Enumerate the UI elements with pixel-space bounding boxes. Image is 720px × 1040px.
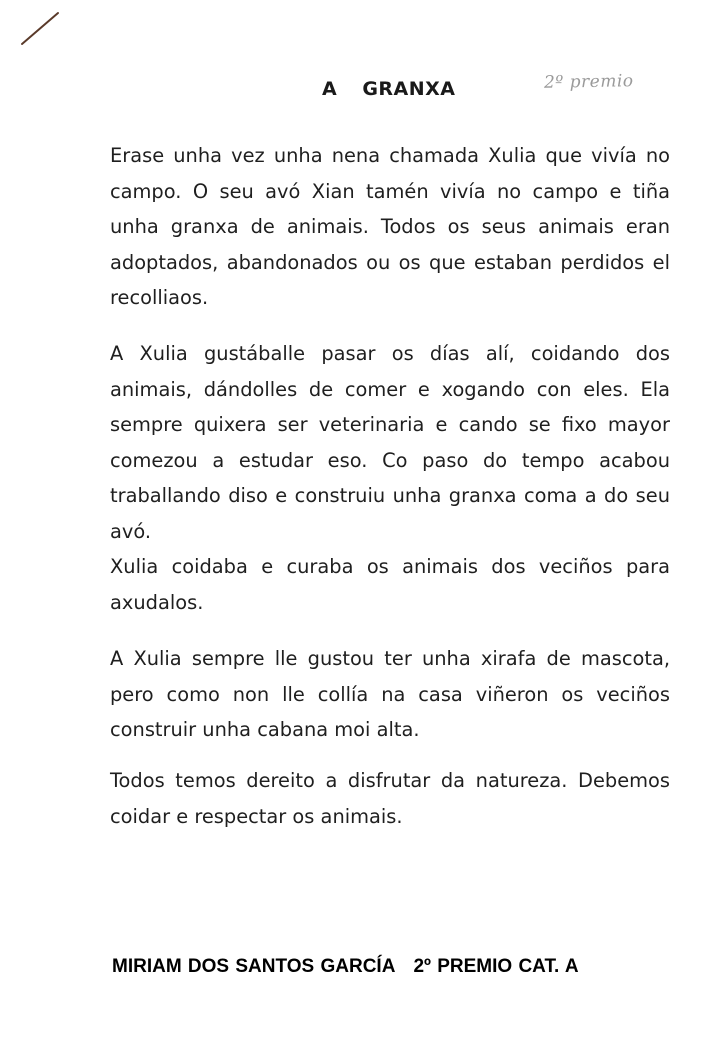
author-name: MIRIAM DOS SANTOS GARCÍA xyxy=(112,956,396,977)
pen-stroke-mark xyxy=(18,10,62,50)
paragraph-1: Erase unha vez unha nena chamada Xulia que vivía no campo. O seu avó Xian tamén vivía no campo e tiña unha granxa de animais. Todos os seus animais eran adoptados, abandonados ou os que estaban perdidos el recolliaos. xyxy=(110,144,670,310)
paragraph-3: Xulia coidaba e curaba os animais dos veciños para axudalos. xyxy=(110,555,670,614)
paragraph-2: A Xulia gustáballe pasar os días alí, coidando dos animais, dándolles de comer e xogando con eles. Ela sempre quixera ser veterinaria e cando se fixo mayor comezou a estudar eso. Co paso do tempo acabou traballando diso e construiu unha granxa coma a do seu avó. xyxy=(110,342,670,543)
footer-credit xyxy=(112,956,579,978)
document-title: A GRANXA xyxy=(322,78,456,100)
prize-label: 2º PREMIO CAT. A xyxy=(413,956,579,977)
paragraph-4: A Xulia sempre lle gustou ter unha xirafa de mascota, pero como non lle collía na casa viñeron os veciños construir unha cabana moi alta. xyxy=(110,647,670,742)
paragraph-5: Todos temos dereito a disfrutar da natureza. Debemos coidar e respectar os animais. xyxy=(110,769,670,828)
handwritten-annotation: 2º premio xyxy=(543,71,634,93)
